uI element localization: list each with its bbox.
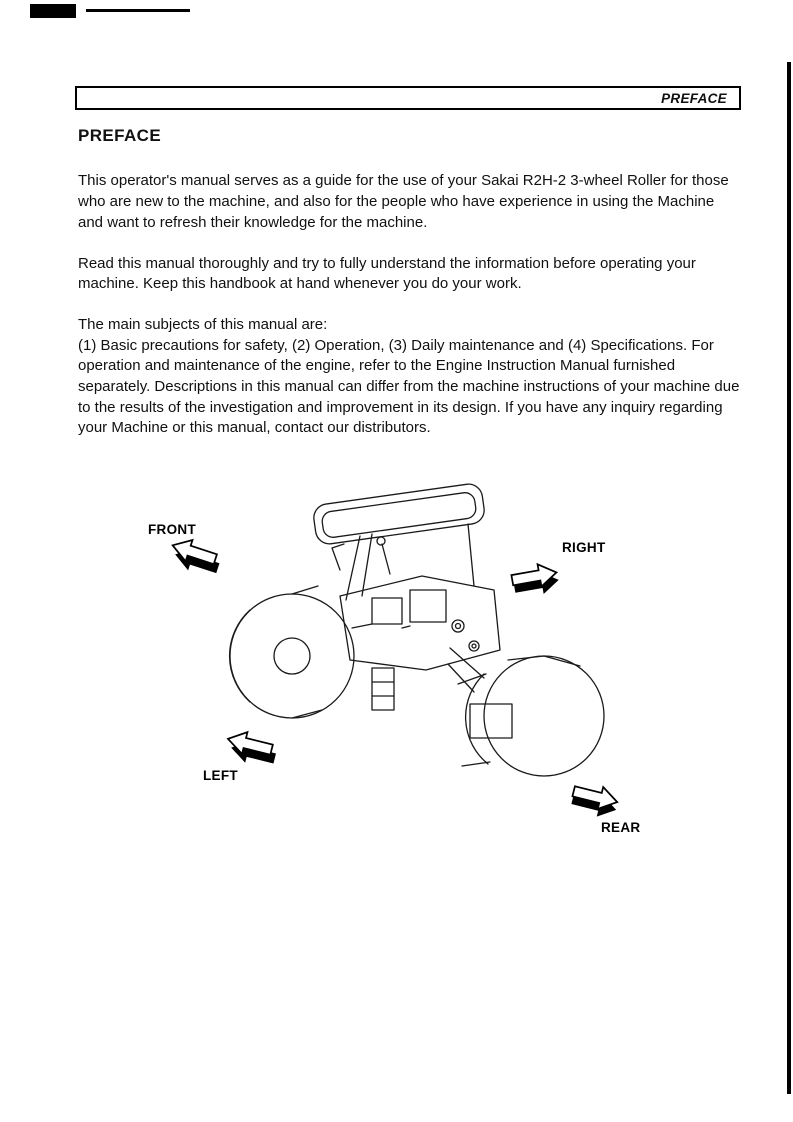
- left-direction-label: LEFT: [203, 768, 238, 783]
- scan-artifact-block: [30, 4, 76, 18]
- paragraph-intro: This operator's manual serves as a guide for the use of your Sakai R2H-2 3-wheel Roller for those who are new to the machine, and also for the people who have experience in using the Machine and want to refresh their knowledge for the machine.: [78, 172, 729, 231]
- roller-machine-illustration: [222, 478, 642, 808]
- page-content: [78, 124, 741, 459]
- page-title: PREFACE: [78, 126, 162, 145]
- front-arrow-icon: [161, 528, 228, 582]
- page-header-rule: [75, 86, 741, 110]
- scan-artifact-line: [86, 9, 190, 12]
- paragraph-subjects-body: (1) Basic precautions for safety, (2) Operation, (3) Daily maintenance and (4) Specifications. For operation and maintenance of the engine, refer to the Engine Instruction Manual furnished separately. Descriptions in this manual can differ from the machine instructions of your machine due to the results of the investigation and improvement in its design. If you have any inquiry regarding your Machine or this manual, contact our distributors.: [78, 336, 740, 437]
- orientation-figure: [0, 470, 793, 870]
- rear-direction-label: REAR: [601, 820, 641, 835]
- paragraph-read: Read this manual thoroughly and try to fully understand the information before operating your machine. Keep this handbook at hand whenever you do your work.: [78, 254, 696, 293]
- running-header-label: PREFACE: [661, 90, 727, 106]
- right-direction-label: RIGHT: [562, 540, 606, 555]
- paragraph-subjects-lead: The main subjects of this manual are:: [78, 315, 328, 333]
- front-direction-label: FRONT: [148, 522, 196, 537]
